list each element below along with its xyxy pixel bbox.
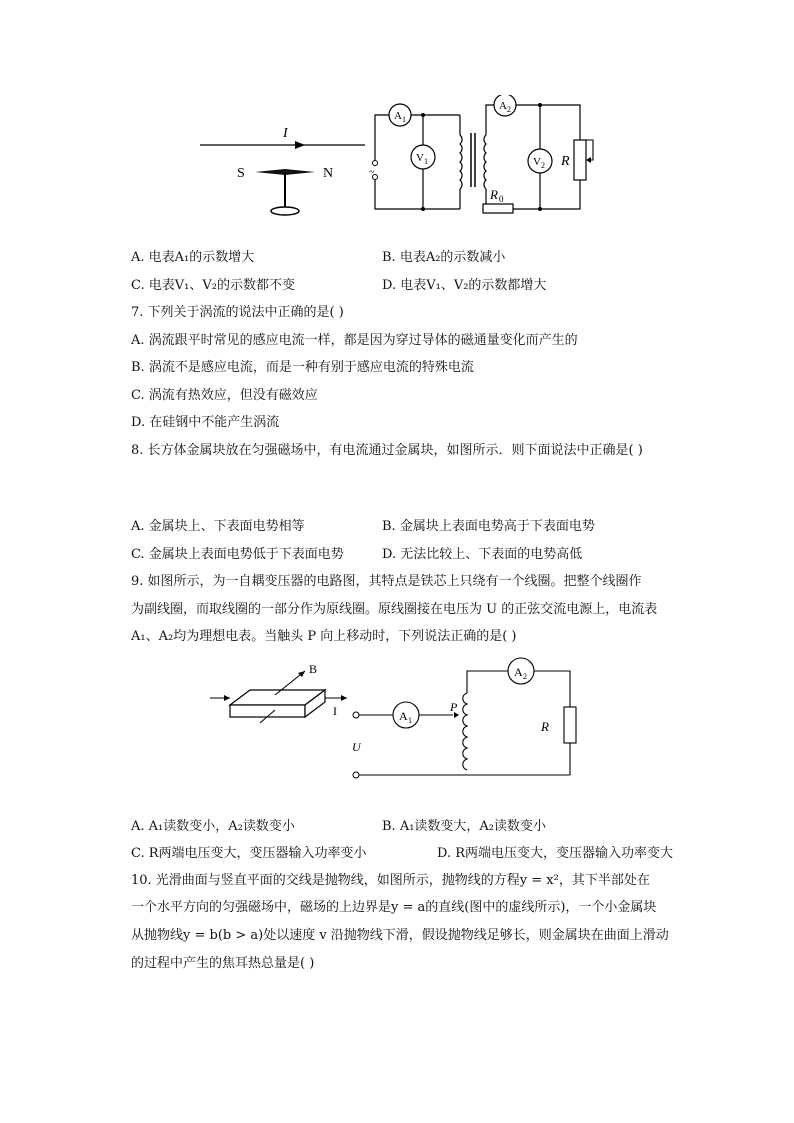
q7-option-d: D. 在硅钢中不能产生涡流 [131,415,280,430]
svg-text:R: R [490,187,498,202]
svg-text:2: 2 [507,105,511,114]
q10-line-3: 从抛物线y = b(b > a)处以速度 v 沿抛物线下滑，假设抛物线足够长，则金属块在曲面上滑动 [131,928,669,943]
q7-option-a: A. 涡流跟平时常见的感应电流一样，都是因为穿过导体的磁通量变化而产生的 [131,333,578,348]
b-label: B [309,662,318,676]
q8-option-d: D. 无法比较上、下表面的电势高低 [382,547,583,562]
i-label: I [333,704,337,718]
svg-text:1: 1 [424,157,428,166]
q8-option-b: B. 金属块上表面电势高于下表面电势 [382,519,595,534]
q8-stem: 8. 长方体金属块放在匀强磁场中，有电流通过金属块，如图所示．则下面说法中正确是( ) [131,443,643,458]
q8-option-c: C. 金属块上表面电势低于下表面电势 [131,547,344,562]
svg-text:A: A [514,665,523,679]
figure-transformer-circuit [195,95,595,225]
q7-stem: 7. 下列关于涡流的说法中正确的是( ) [131,305,344,320]
svg-text:1: 1 [408,716,412,725]
ac-symbol: ~ [369,167,375,178]
q8-option-a: A. 金属块上、下表面电势相等 [131,519,305,534]
svg-text:A: A [399,709,408,723]
q7-option-b: B. 涡流不是感应电流，而是一种有别于感应电流的特殊电流 [131,360,474,375]
svg-text:2: 2 [541,161,545,170]
current-label: I [283,126,288,141]
p-label: P [450,700,458,714]
r-label: R [541,719,549,734]
svg-text:V: V [416,152,424,164]
q9-line-2: 为副线圈，而取线圈的一部分作为原线圈。原线圈接在电压为 U 的正弦交流电源上，电流表 [131,602,658,617]
q9-option-d: D. R两端电压变大，变压器输入功率变大 [437,846,674,861]
q6-option-a: A. 电表A₁的示数增大 [131,250,255,265]
q7-option-c: C. 涡流有热效应，但没有磁效应 [131,388,318,403]
q10-line-2: 一个水平方向的匀强磁场中，磁场的上边界是y = a的直线(图中的虚线所示)，一个小金属块 [131,900,657,915]
q9-line-3: A₁、A₂均为理想电表。当触头 P 向上移动时，下列说法正确的是( ) [131,629,517,644]
figure-autotransformer [205,655,585,785]
svg-text:A: A [394,110,402,122]
svg-text:V: V [533,156,541,168]
svg-text:1: 1 [402,115,406,124]
svg-text:R: R [561,154,570,169]
q6-option-c: C. 电表V₁、V₂的示数都不变 [131,278,295,293]
q9-line-1: 9. 如图所示，为一自耦变压器的电路图，其特点是铁芯上只绕有一个线圈。把整个线圈作 [131,574,642,589]
svg-text:2: 2 [523,672,527,681]
q10-line-4: 的过程中产生的焦耳热总量是( ) [131,956,315,971]
u-label: U [352,740,361,754]
compass-s-label: S [237,166,245,181]
compass-n-label: N [323,166,334,181]
svg-text:A: A [499,100,507,112]
q9-option-a: A. A₁读数变小，A₂读数变小 [131,819,295,834]
q9-option-c: C. R两端电压变大，变压器输入功率变小 [131,846,367,861]
q6-option-b: B. 电表A₂的示数减小 [382,250,506,265]
q10-line-1: 10. 光滑曲面与竖直平面的交线是抛物线，如图所示，抛物线的方程y = x²，其下半部处在 [131,873,650,888]
q6-option-d: D. 电表V₁、V₂的示数都增大 [382,278,547,293]
q9-option-b: B. A₁读数变大，A₂读数变小 [382,819,547,834]
svg-text:0: 0 [499,194,504,204]
